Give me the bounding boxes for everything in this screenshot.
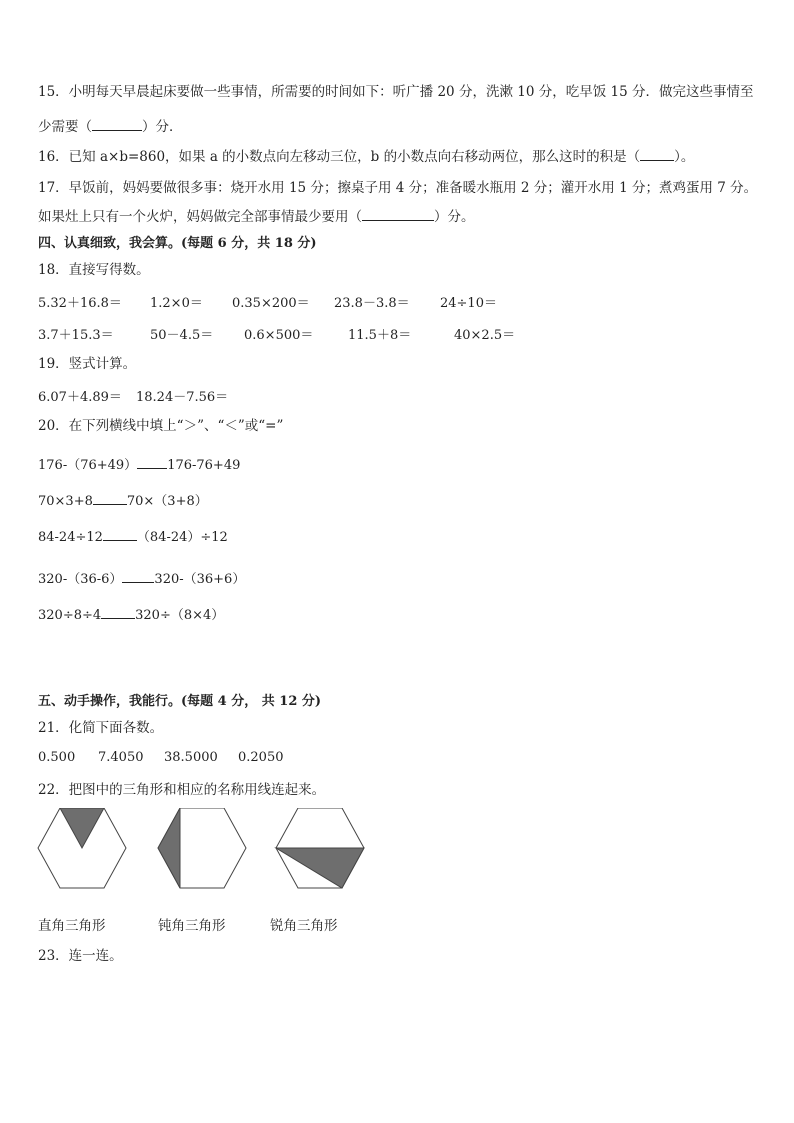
q17-line2-pre: 如果灶上只有一个火炉，妈妈做完全部事情最少要用（ [38,209,362,225]
hexagon-figure-2 [158,808,246,888]
q18-item: 3.7＋15.3＝ [38,328,114,343]
q20-blank[interactable] [137,456,167,469]
label-right-triangle: 直角三角形 [38,918,106,934]
shaded-triangle [276,848,364,888]
q20-right: 320÷（8×4） [135,608,225,623]
q20-item-2 [38,490,208,509]
label-obtuse-triangle: 钝角三角形 [158,918,226,934]
q22-title: 22．把图中的三角形和相应的名称用线连起来。 [38,782,326,798]
q18-item: 40×2.5＝ [454,328,516,343]
q20-blank[interactable] [103,528,137,541]
q15-answer-blank[interactable] [92,118,142,131]
q18-item: 50－4.5＝ [150,328,214,343]
q17-line2 [38,208,475,225]
q18-item: 11.5＋8＝ [348,328,412,343]
section-4-heading: 四、认真细致，我会算。(每题 6 分，共 18 分) [38,236,317,251]
q21-item: 7.4050 [98,750,144,765]
q20-right: 70×（3+8） [126,494,208,509]
q15-line2 [38,118,183,135]
q15-line2-pre: 少需要（ [38,119,92,135]
q20-right: （84-24）÷12 [136,530,228,545]
q18-title: 18．直接写得数。 [38,262,150,278]
q20-item-3 [38,526,228,545]
section-5-heading: 五、动手操作，我能行。(每题 4 分， 共 12 分) [38,694,322,709]
q20-blank[interactable] [93,492,127,505]
q16-post: ）。 [674,149,695,165]
q17-line1: 17．早饭前，妈妈要做很多事：烧开水用 15 分；擦桌子用 4 分；准备暖水瓶用 2 分；灌开水用 1 分；煮鸡蛋用 7 分。 [38,180,758,196]
q21-item: 38.5000 [164,750,218,765]
q20-left: 320-（36-6） [38,572,123,587]
q18-item: 5.32＋16.8＝ [38,296,122,311]
q20-left: 176-（76+49） [38,458,138,473]
q18-item: 0.6×500＝ [244,328,314,343]
q15-line2-post: ）分． [142,119,183,135]
hexagon-figure-3 [276,808,364,888]
q21-item: 0.500 [38,750,76,765]
q20-left: 70×3+8 [38,494,93,509]
q20-right: 320-（36+6） [154,572,246,587]
q17-line2-post: ）分。 [434,209,475,225]
q17-answer-blank[interactable] [362,208,434,221]
hexagon-figure-1 [38,808,126,888]
q22-figures [36,808,376,898]
q20-item-5 [38,604,224,623]
q16-answer-blank[interactable] [640,148,674,161]
shaded-triangle [158,808,180,888]
q21-title: 21．化简下面各数。 [38,720,164,736]
q15-line1: 15．小明每天早晨起床要做一些事情，所需要的时间如下：听广播 20 分，洗漱 10 分，吃早饭 15 分．做完这些事情至 [38,84,754,100]
q19-title: 19．竖式计算。 [38,356,137,372]
q20-left: 320÷8÷4 [38,608,102,623]
q18-item: 0.35×200＝ [232,296,310,311]
label-acute-triangle: 锐角三角形 [270,918,338,934]
q20-blank[interactable] [101,606,135,619]
shaded-triangle [60,808,104,848]
q18-item: 24÷10＝ [440,296,497,311]
q18-item: 23.8－3.8＝ [334,296,410,311]
q16-line [38,148,694,165]
q20-item-1 [38,454,240,473]
q21-item: 0.2050 [238,750,284,765]
q18-item: 1.2×0＝ [150,296,203,311]
q23-title: 23．连一连。 [38,948,123,964]
q20-title: 20．在下列横线中填上“＞”、“＜”或“=” [38,418,284,434]
q16-pre: 16．已知 a×b=860，如果 a 的小数点向左移动三位，b 的小数点向右移动两位，那么这时的积是（ [38,149,641,165]
q19-item: 18.24－7.56＝ [136,390,229,405]
q20-item-4 [38,568,245,587]
q20-blank[interactable] [122,570,154,583]
q19-item: 6.07＋4.89＝ [38,390,122,405]
q20-left: 84-24÷12 [38,530,103,545]
q20-right: 176-76+49 [167,458,241,473]
